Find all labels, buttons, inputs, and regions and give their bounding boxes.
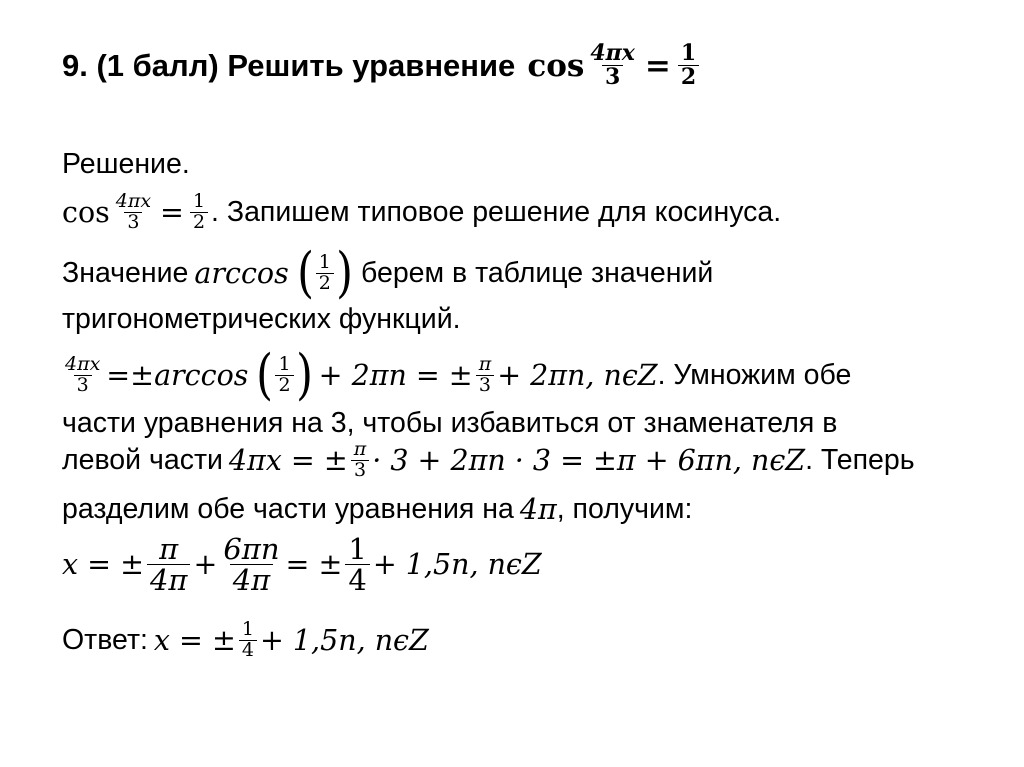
line8-text-before: разделим обе части уравнения на [62,493,514,525]
line-arccos-value [62,241,714,304]
title-frac-num: 4πx [590,40,635,66]
answer-line [62,620,429,661]
answer-den: 4 [239,640,257,661]
title-rhs-num: 1 [680,40,697,66]
line3-text-after: берем в таблице значений [360,256,714,289]
arccos-argument-2: ( $\frac{1}{2}$ ) [256,343,313,406]
task-title [62,42,702,89]
line-divide [62,493,692,526]
pi2-den: 3 [351,460,369,481]
line5-part3: + 2πn, nϵZ [497,358,658,392]
answer-num: 1 [241,618,254,640]
line7-math2: · 3 + 2πn · 3 = ±π + 6πn, nϵZ [372,443,806,477]
f3-den: 4 [345,564,369,595]
f1-num: π [159,532,179,566]
line-general-solution [62,343,852,406]
title-cos: cos [527,47,585,84]
title-fraction [587,42,638,89]
arccos-text-2: arccos [154,358,249,392]
line7-math1: 4πx = ± [228,443,348,477]
f2-den: 4π [230,564,274,595]
arccos-text: arccos [194,256,289,290]
title-frac-den: 3 [602,65,623,89]
lhs-fraction [62,352,103,396]
line-cos-equation [62,192,781,233]
pi-num: π [478,352,492,375]
line5-part2: + 2πn = ± [318,358,473,392]
arccos-argument: ( $\frac{1}{2}$ ) [296,241,353,304]
line4-text: тригонометрических функций. [62,303,461,335]
fraction-6pin-4pi [220,534,282,596]
line6-text: части уравнения на 3, чтобы избавиться от знаменателя в [62,407,838,439]
cos-frac-den: 3 [124,212,142,233]
line-trig-functions [62,303,461,336]
cos-text: cos [62,195,110,229]
f3-num: 1 [348,532,367,566]
fraction-1-4 [345,534,369,596]
line8-math: 4π [519,493,557,526]
arg2-den: 2 [275,375,293,396]
title-rhs-fraction [678,42,699,89]
line7-text-before: левой части [62,443,223,476]
f1-den: 4π [147,564,191,595]
line5-text: . Умножим обе [657,358,852,391]
task-title-text: 9. (1 балл) Решить уравнение [62,47,516,83]
lhs-den: 3 [74,375,92,396]
lhs-num: 4πx [65,352,101,375]
line7-text-after: . Теперь [805,443,915,476]
line9-eq: = ± [285,548,343,582]
pi-den: 3 [476,375,494,396]
line-final-equation [62,534,542,596]
line9-rest: + 1,5n, nϵZ [372,548,542,582]
line9-plus: + [193,548,218,582]
line2-text: . Запишем типовое решение для косинуса. [211,195,782,228]
cos-fraction [113,192,154,233]
title-equals: = [644,47,671,84]
half-fraction [190,192,208,233]
pi-third-fraction [476,352,495,396]
equals-sign: = [160,195,184,229]
cos-frac-num: 4πx [115,190,152,212]
arg-num: 1 [318,250,331,273]
pi-third-fraction-2 [351,440,370,481]
arg-den: 2 [316,273,334,294]
title-rhs-den: 2 [678,65,699,89]
line-multiply [62,407,837,440]
line9-lhs: x = ± [62,548,144,582]
line-left-side [62,440,915,481]
answer-fraction [239,620,257,661]
eq-pm: =± [106,358,155,392]
answer-rest: + 1,5n, nϵZ [259,623,429,657]
solution-label-line [62,148,190,181]
answer-label: Ответ: [62,623,148,656]
line3-text-before: Значение [62,256,189,289]
half-den: 2 [190,212,208,233]
arg2-num: 1 [278,352,291,375]
f2-num: 6πn [223,532,280,566]
fraction-pi-4pi [147,534,191,596]
half-num: 1 [192,190,206,212]
solution-label: Решение. [62,148,190,180]
line8-text-after: , получим: [556,493,693,525]
answer-lhs: x = ± [153,623,236,657]
pi2-num: π [353,438,367,460]
